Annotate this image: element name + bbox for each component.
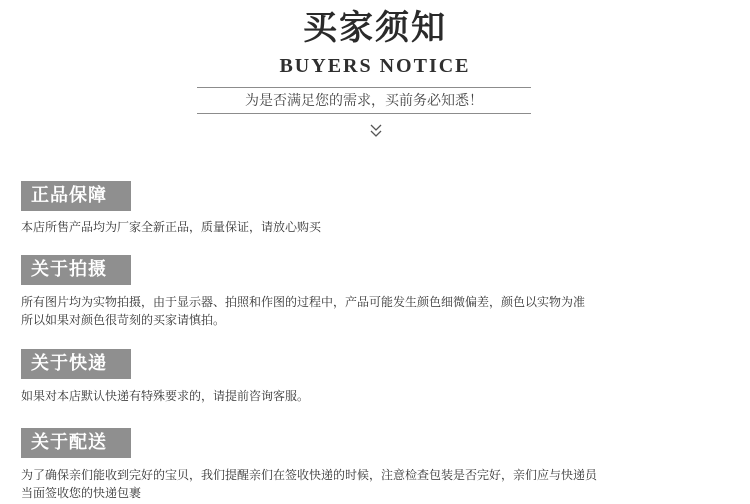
- divider-bottom: [197, 113, 531, 114]
- section-heading-photography: 关于拍摄: [21, 255, 131, 285]
- page-title-en: BUYERS NOTICE: [279, 55, 471, 77]
- section-line: 所以如果对颜色很苛刻的买家请慎拍。: [21, 313, 226, 327]
- page-title-cn: 买家须知: [303, 8, 447, 48]
- section-line: 当面签收您的快递包裹: [21, 486, 142, 500]
- slogan: 为是否满足您的需求，买前务必知悉！: [245, 93, 483, 109]
- section-line: 如果对本店默认快递有特殊要求的，请提前咨询客服。: [21, 389, 310, 403]
- section-body-photography: [21, 293, 733, 329]
- section-heading-courier: 关于快递: [21, 349, 131, 379]
- section-line: 为了确保亲们能收到完好的宝贝，我们提醒亲们在签收快递的时候，注意检查包装是否完好，亲们应与快递员: [21, 468, 598, 482]
- section-heading-authentic: 正品保障: [21, 181, 131, 211]
- double-chevron-down-icon: [368, 124, 384, 138]
- section-body-delivery: [21, 466, 733, 502]
- section-heading-delivery: 关于配送: [21, 428, 131, 458]
- section-line: 本店所售产品均为厂家全新正品，质量保证，请放心购买: [21, 220, 322, 234]
- divider-top: [197, 87, 531, 88]
- section-body-authentic: [21, 218, 733, 236]
- section-body-courier: [21, 387, 733, 405]
- section-line: 所有图片均为实物拍摄，由于显示器、拍照和作图的过程中，产品可能发生颜色细微偏差，颜色以实物为准: [21, 295, 586, 309]
